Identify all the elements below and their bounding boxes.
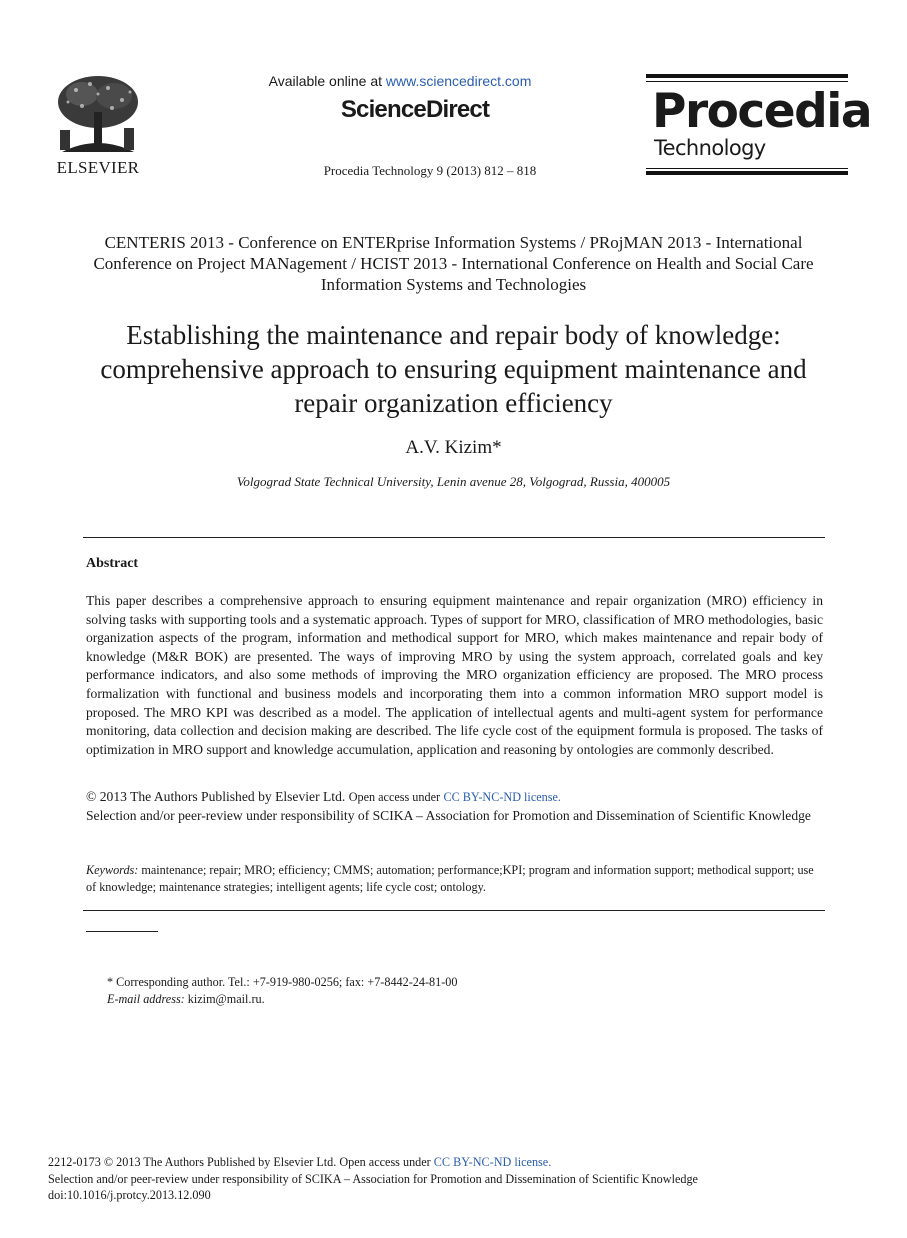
available-online-line: [200, 73, 600, 89]
sciencedirect-brand: ScienceDirect: [340, 96, 490, 123]
abstract-top-rule: [83, 537, 825, 538]
keywords-text: maintenance; repair; MRO; efficiency; CMMS; automation; performance;KPI; program and information support; methodical support; use of knowledge; maintenance strategies; intelligent agents; life cycle cost; ontology.: [86, 863, 814, 894]
procedia-subtitle: Technology: [654, 136, 766, 160]
available-prefix: Available online at: [268, 73, 386, 89]
procedia-logo: [646, 74, 872, 176]
conference-name: CENTERIS 2013 - Conference on ENTERprise Information Systems / PRojMAN 2013 - International Conference on Project MANagement / HCIST 2013 - International Conference on Health and Social Care Information Systems and Technologies: [93, 233, 814, 294]
journal-reference: Procedia Technology 9 (2013) 812 – 818: [323, 163, 537, 178]
abstract-body: This paper describes a comprehensive approach to ensuring equipment maintenance and repair organization (MRO) efficiency in solving tasks with supporting tools and a systematic approach. Types of support for MRO, classification of MRO methodologies, basic organization aspects of the program, information and methodical support for MRO, which makes maintenance and repair body of knowledge (M&R BOK) are presented. The ways of improving MRO by using the system approach, correlated goals and key performance indicators, and also some methods of improving the MRO organization efficiency are proposed. The MRO process formalization with functional and business models and incorporating them into a common information MRO support model is proposed. The MRO KPI was described as a model. The application of intellectual agents and multi-agent system for performance monitoring, data collection and decision making are described. The life cycle cost of the equipment formula is proposed. The tasks of optimization in MRO support and knowledge accumulation, application and reasoning by ontologies are commonly described.: [86, 593, 823, 757]
sciencedirect-link[interactable]: www.sciencedirect.com: [385, 73, 532, 89]
bottom-peer-review: Selection and/or peer-review under responsibility of SCIKA – Association for Promotion and Dissemination of Scientific Knowledge: [48, 1171, 698, 1186]
keywords-label: Keywords:: [86, 863, 139, 877]
bottom-license-link[interactable]: CC BY-NC-ND license.: [433, 1155, 552, 1169]
procedia-bottom-rule: [646, 171, 848, 175]
publication-info: [48, 1154, 868, 1204]
email-label: E-mail address:: [107, 991, 185, 1006]
keywords: [86, 862, 823, 895]
corresponding-author: * Corresponding author. Tel.: +7-919-980-0256; fax: +7-8442-24-81-00: [107, 975, 458, 989]
elsevier-tree-icon: [52, 72, 144, 156]
procedia-top-rule-thin: [646, 81, 848, 82]
affiliation: Volgograd State Technical University, Lenin avenue 28, Volgograd, Russia, 400005: [236, 474, 671, 489]
doi[interactable]: doi:10.1016/j.protcy.2013.12.090: [48, 1188, 211, 1202]
procedia-top-rule: [646, 74, 848, 78]
copyright-block: [86, 788, 823, 825]
footnote-rule: [86, 931, 158, 932]
abstract-heading: Abstract: [86, 556, 139, 571]
open-access-label: Open access under: [348, 790, 441, 804]
email-address[interactable]: kizim@mail.ru.: [187, 991, 265, 1006]
procedia-title: Procedia: [652, 84, 872, 139]
license-link[interactable]: CC BY-NC-ND license.: [443, 790, 561, 804]
author: A.V. Kizim*: [405, 437, 502, 458]
procedia-bottom-rule-thin: [646, 168, 848, 169]
footnote: [107, 974, 807, 1007]
copyright-line: © 2013 The Authors Published by Elsevier Ltd.: [86, 789, 346, 804]
elsevier-wordmark: ELSEVIER: [56, 158, 140, 177]
paper-title: Establishing the maintenance and repair body of knowledge: comprehensive approach to ensuring equipment maintenance and repair organization efficiency: [100, 320, 807, 418]
elsevier-logo: [52, 72, 144, 180]
abstract-bottom-rule: [83, 910, 825, 911]
issn-copyright-line: 2212-0173 © 2013 The Authors Published by Elsevier Ltd. Open access under: [48, 1155, 431, 1169]
peer-review-statement: Selection and/or peer-review under responsibility of SCIKA – Association for Promotion and Dissemination of Scientific Knowledge: [86, 807, 811, 823]
